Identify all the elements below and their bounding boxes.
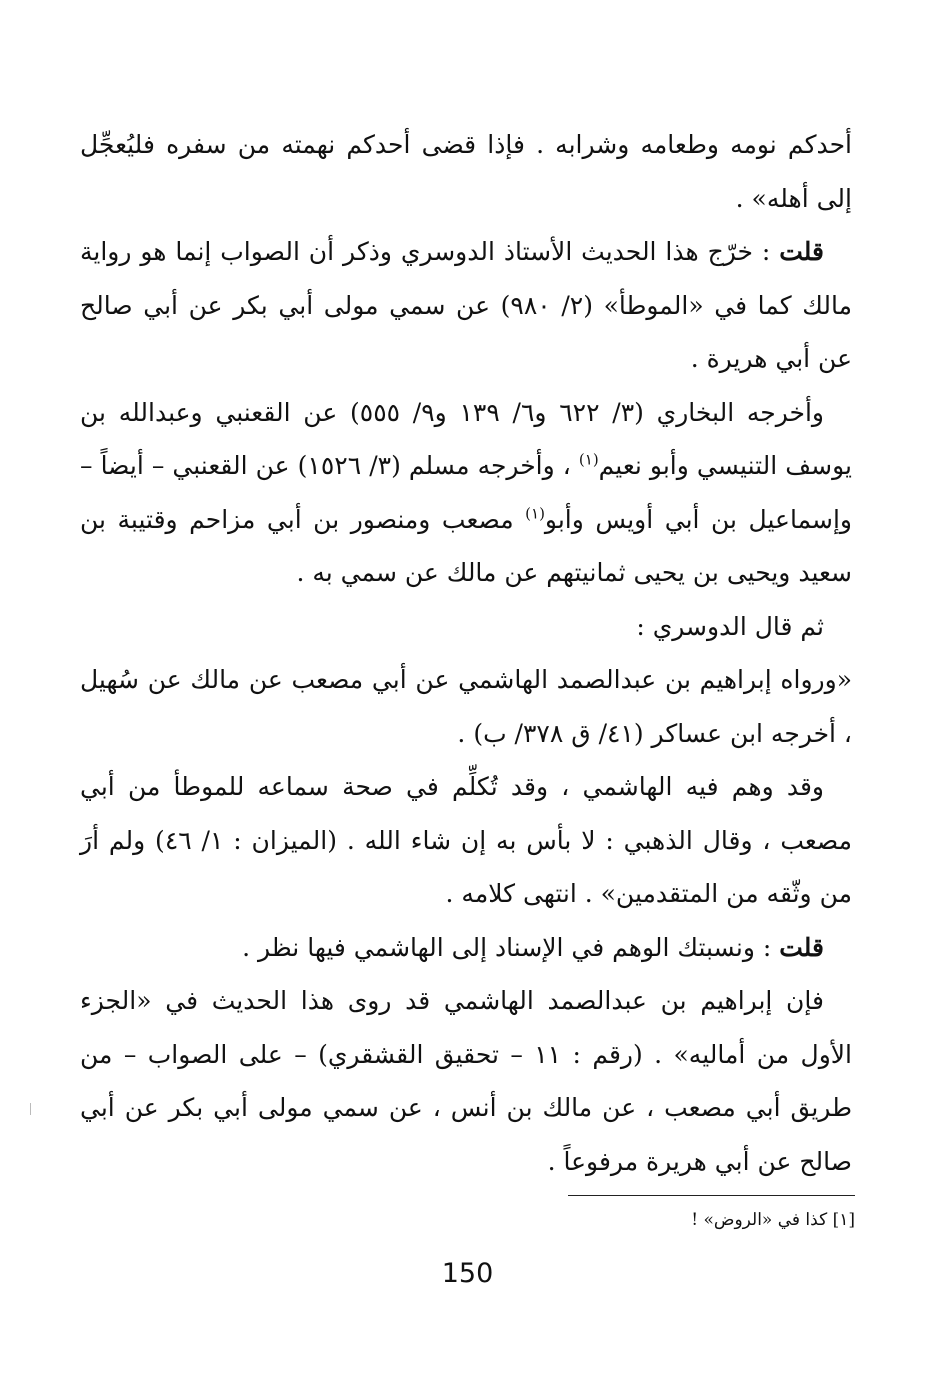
footnote-marker: (١): [578, 450, 599, 469]
paragraph: [80, 600, 852, 654]
main-text: [80, 118, 852, 1188]
paragraph: [80, 974, 852, 1188]
qult-label: قلت: [779, 932, 824, 962]
footnote-marker: (١): [525, 504, 545, 523]
text-run: ثم قال الدوسري :: [636, 611, 824, 641]
paragraph: [80, 225, 852, 386]
text-run: أحدكم نومه وطعامه وشرابه . فإذا قضى أحدكم نهمته من سفره فليُعجِّل إلى أهله» .: [80, 130, 852, 213]
page-number: 150: [441, 1258, 494, 1289]
text-run: ، وأخرجه مسلم (٣/ ١٥٢٦) عن القعنبي – أيضاً – وإسماعيل بن أبي أويس وأبو: [80, 451, 852, 534]
footnote-separator: [568, 1195, 855, 1196]
text-run: : ونسبتك الوهم في الإسناد إلى الهاشمي فيها نظر .: [242, 932, 780, 962]
paragraph: [80, 118, 852, 225]
text-run: وأخرجه البخاري (٣/ ٦٢٢ و٦/ ١٣٩ و٩/ ٥٥٥) عن القعنبي وعبدالله بن يوسف التنيسي وأبو نعيم: [80, 397, 852, 480]
margin-mark: [30, 1103, 31, 1115]
paragraph: [80, 921, 852, 975]
text-run: وقد وهم فيه الهاشمي ، وقد تُكلِّم في صحة سماعه للموطأ من أبي مصعب ، وقال الذهبي : لا بأس به إن شاء الله . (الميزان : ١/ ٤٦) ولم أرَ من وثّقه من المتقدمين» . انتهى كلامه .: [80, 772, 853, 908]
qult-label: قلت: [779, 237, 824, 266]
text-run: فإن إبراهيم بن عبدالصمد الهاشمي قد روى هذا الحديث في «الجزء الأول من أماليه» . (رقم : ١١ – تحقيق القشقري) – على الصواب – من طريق أبي مصعب ، عن مالك بن أنس ، عن سمي مولى أبي بكر عن أبي صالح عن أبي هريرة مرفوعاً .: [80, 986, 852, 1176]
footnote: [١] كذا في «الروض» !: [691, 1210, 855, 1230]
paragraph: [80, 760, 852, 921]
text-run: «ورواه إبراهيم بن عبدالصمد الهاشمي عن أبي مصعب عن مالك عن سُهيل ، أخرجه ابن عساكر (٤١/ ق ٣٧٨/ ب) .: [80, 665, 852, 748]
text-run: : خرّج هذا الحديث الأستاذ الدوسري وذكر أن الصواب إنما هو رواية مالك كما في «الموطأ» (٢/ ٩٨٠) عن سمي مولى أبي بكر عن أبي صالح عن أبي هريرة .: [80, 237, 852, 373]
paragraph: [80, 386, 852, 600]
paragraph: [80, 653, 852, 760]
text-run: مصعب ومنصور بن أبي مزاحم وقتيبة بن سعيد ويحيى بن يحيى ثمانيتهم عن مالك عن سمي به .: [80, 504, 852, 587]
